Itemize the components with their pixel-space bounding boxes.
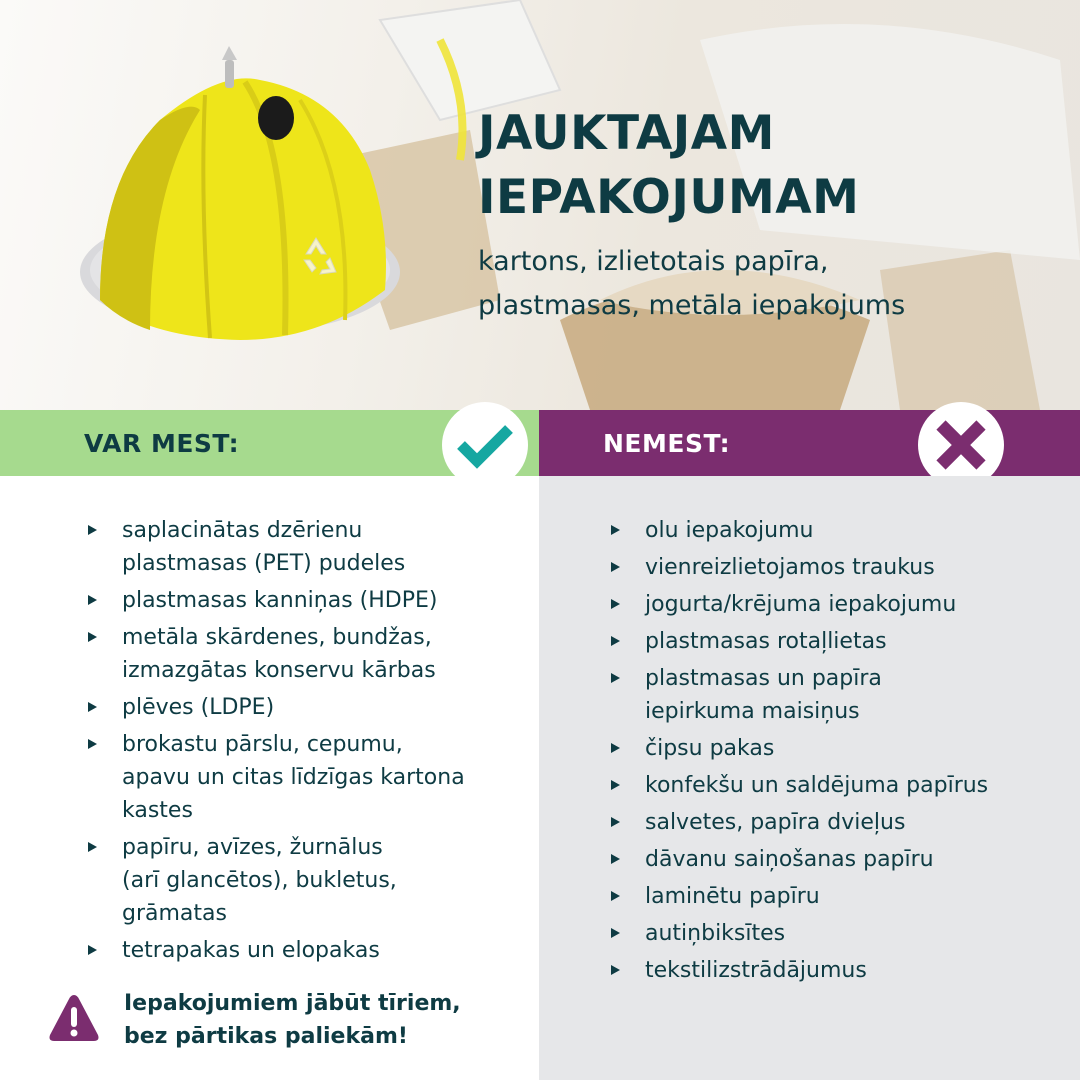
list-item	[86, 514, 526, 580]
warning-text	[124, 987, 461, 1053]
list-item-line: laminētu papīru	[645, 884, 820, 909]
list-item	[609, 917, 1069, 950]
list-item-line: izmazgātas konservu kārbas	[122, 658, 436, 683]
list-item-line: autiņbiksītes	[645, 921, 786, 946]
list-item	[609, 843, 1069, 876]
list-item-line: plastmasas rotaļlietas	[645, 629, 887, 654]
list-item-line: plēves (LDPE)	[122, 695, 275, 720]
list-item	[609, 551, 1069, 584]
warning-icon	[48, 993, 100, 1043]
list-item-line: plastmasas kanniņas (HDPE)	[122, 588, 438, 613]
list-item-line: plastmasas (PET) pudeles	[122, 551, 406, 576]
list-item-line: tetrapakas un elopakas	[122, 938, 380, 963]
list-item	[609, 806, 1069, 839]
hero-banner	[0, 0, 1080, 410]
list-item-line: olu iepakojumu	[645, 518, 814, 543]
list-item-line: kastes	[122, 798, 193, 823]
list-item-line: vienreizlietojamos traukus	[645, 555, 935, 580]
subtitle-line: plastmasas, metāla iepakojums	[478, 290, 906, 321]
list-item-line: (arī glancētos), bukletus,	[122, 868, 397, 893]
allowed-header: VAR MEST:	[84, 428, 240, 458]
list-item-line: tekstilizstrādājumus	[645, 958, 867, 983]
list-item-line: saplacinātas dzērienu	[122, 518, 363, 543]
subtitle-line: kartons, izlietotais papīra,	[478, 246, 829, 277]
list-item	[86, 831, 526, 930]
list-item-line: plastmasas un papīra	[645, 666, 882, 691]
list-item	[609, 880, 1069, 913]
list-item	[86, 621, 526, 687]
page-subtitle	[478, 240, 905, 328]
checkmark-icon	[455, 415, 515, 475]
list-item-line: brokastu pārslu, cepumu,	[122, 732, 403, 757]
list-item-line: dāvanu saiņošanas papīru	[645, 847, 934, 872]
list-item-line: iepirkuma maisiņus	[645, 699, 860, 724]
page-title	[478, 102, 859, 230]
list-item-line: čipsu pakas	[645, 736, 775, 761]
warning-line: bez pārtikas paliekām!	[124, 1024, 408, 1049]
warning-line: Iepakojumiem jābūt tīriem,	[124, 991, 461, 1016]
yellow-recycling-dome-icon	[100, 46, 386, 340]
list-item	[609, 625, 1069, 658]
list-item-line: metāla skārdenes, bundžas,	[122, 625, 432, 650]
list-item-line: papīru, avīzes, žurnālus	[122, 835, 383, 860]
list-item-line: konfekšu un saldējuma papīrus	[645, 773, 989, 798]
list-item-line: grāmatas	[122, 901, 227, 926]
list-item	[609, 662, 1069, 728]
list-item	[609, 514, 1069, 547]
forbidden-panel	[539, 476, 1080, 1080]
list-item-line: apavu un citas līdzīgas kartona	[122, 765, 465, 790]
list-item	[609, 588, 1069, 621]
list-item	[609, 769, 1069, 802]
title-line: JAUKTAJAM	[478, 106, 775, 161]
list-item	[609, 732, 1069, 765]
list-item-line: salvetes, papīra dvieļus	[645, 810, 906, 835]
allowed-list	[86, 514, 526, 971]
title-line: IEPAKOJUMAM	[478, 170, 860, 225]
list-item	[86, 728, 526, 827]
list-item	[86, 584, 526, 617]
cross-icon	[933, 417, 989, 473]
list-item-line: jogurta/krējuma iepakojumu	[645, 592, 957, 617]
warning-note	[48, 987, 461, 1053]
forbidden-header: NEMEST:	[603, 428, 731, 458]
list-item	[86, 691, 526, 724]
list-item	[609, 954, 1069, 987]
list-item	[86, 934, 526, 967]
forbidden-list	[609, 514, 1069, 991]
